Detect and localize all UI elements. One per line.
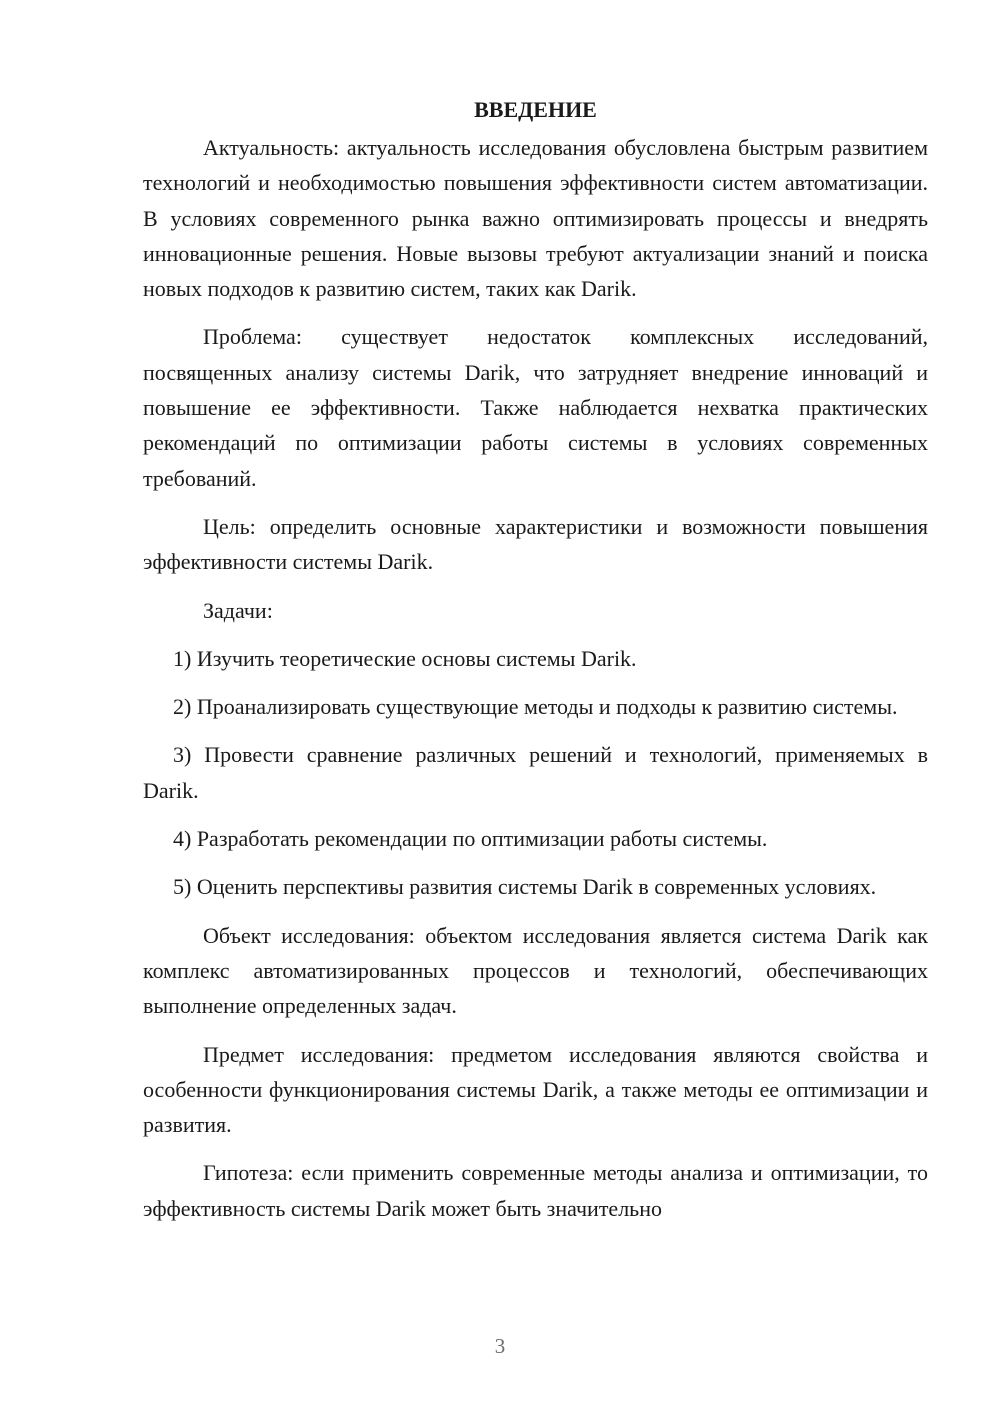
- document-page: [143, 92, 928, 1239]
- paragraph-object: Объект исследования: объектом исследования является система Darik как комплекс автоматизированных процессов и технологий, обеспечивающих выполнение определенных задач.: [143, 922, 928, 1019]
- task-item-1: 1) Изучить теоретические основы системы Darik.: [173, 645, 637, 671]
- section-title: ВВЕДЕНИЕ: [474, 97, 597, 122]
- paragraph-tasks-heading: Задачи:: [203, 597, 273, 623]
- paragraph-goal: Цель: определить основные характеристики и возможности повышения эффективности системы Darik.: [143, 513, 928, 575]
- task-item-2: 2) Проанализировать существующие методы и подходы к развитию системы.: [173, 694, 898, 720]
- paragraph-relevance: Актуальность: актуальность исследования обусловлена быстрым развитием технологий и необходимостью повышения эффективности систем автоматизации. В условиях современного рынка важно оптимизировать процессы и внедрять инновационные решения. Новые вызовы требуют актуализации знаний и поиска новых подходов к развитию систем, таких как Darik.: [143, 135, 928, 302]
- task-item-3: 3) Провести сравнение различных решений и технологий, применяемых в Darik.: [143, 742, 928, 803]
- task-item-4: 4) Разработать рекомендации по оптимизации работы системы.: [173, 826, 768, 852]
- page-number: 3: [494, 1334, 506, 1358]
- task-item-5: 5) Оценить перспективы развития системы Darik в современных условиях.: [173, 874, 877, 900]
- paragraph-hypothesis: Гипотеза: если применить современные методы анализа и оптимизации, то эффективность системы Darik может быть значительно: [143, 1160, 928, 1221]
- paragraph-problem: Проблема: существует недостаток комплексных исследований, посвященных анализу системы Darik, что затрудняет внедрение инноваций и повышение ее эффективности. Также наблюдается нехватка практических рекомендаций по оптимизации работы системы в условиях современных требований.: [143, 324, 928, 491]
- paragraph-subject: Предмет исследования: предметом исследования являются свойства и особенности функционирования системы Darik, а также методы ее оптимизации и развития.: [143, 1041, 928, 1138]
